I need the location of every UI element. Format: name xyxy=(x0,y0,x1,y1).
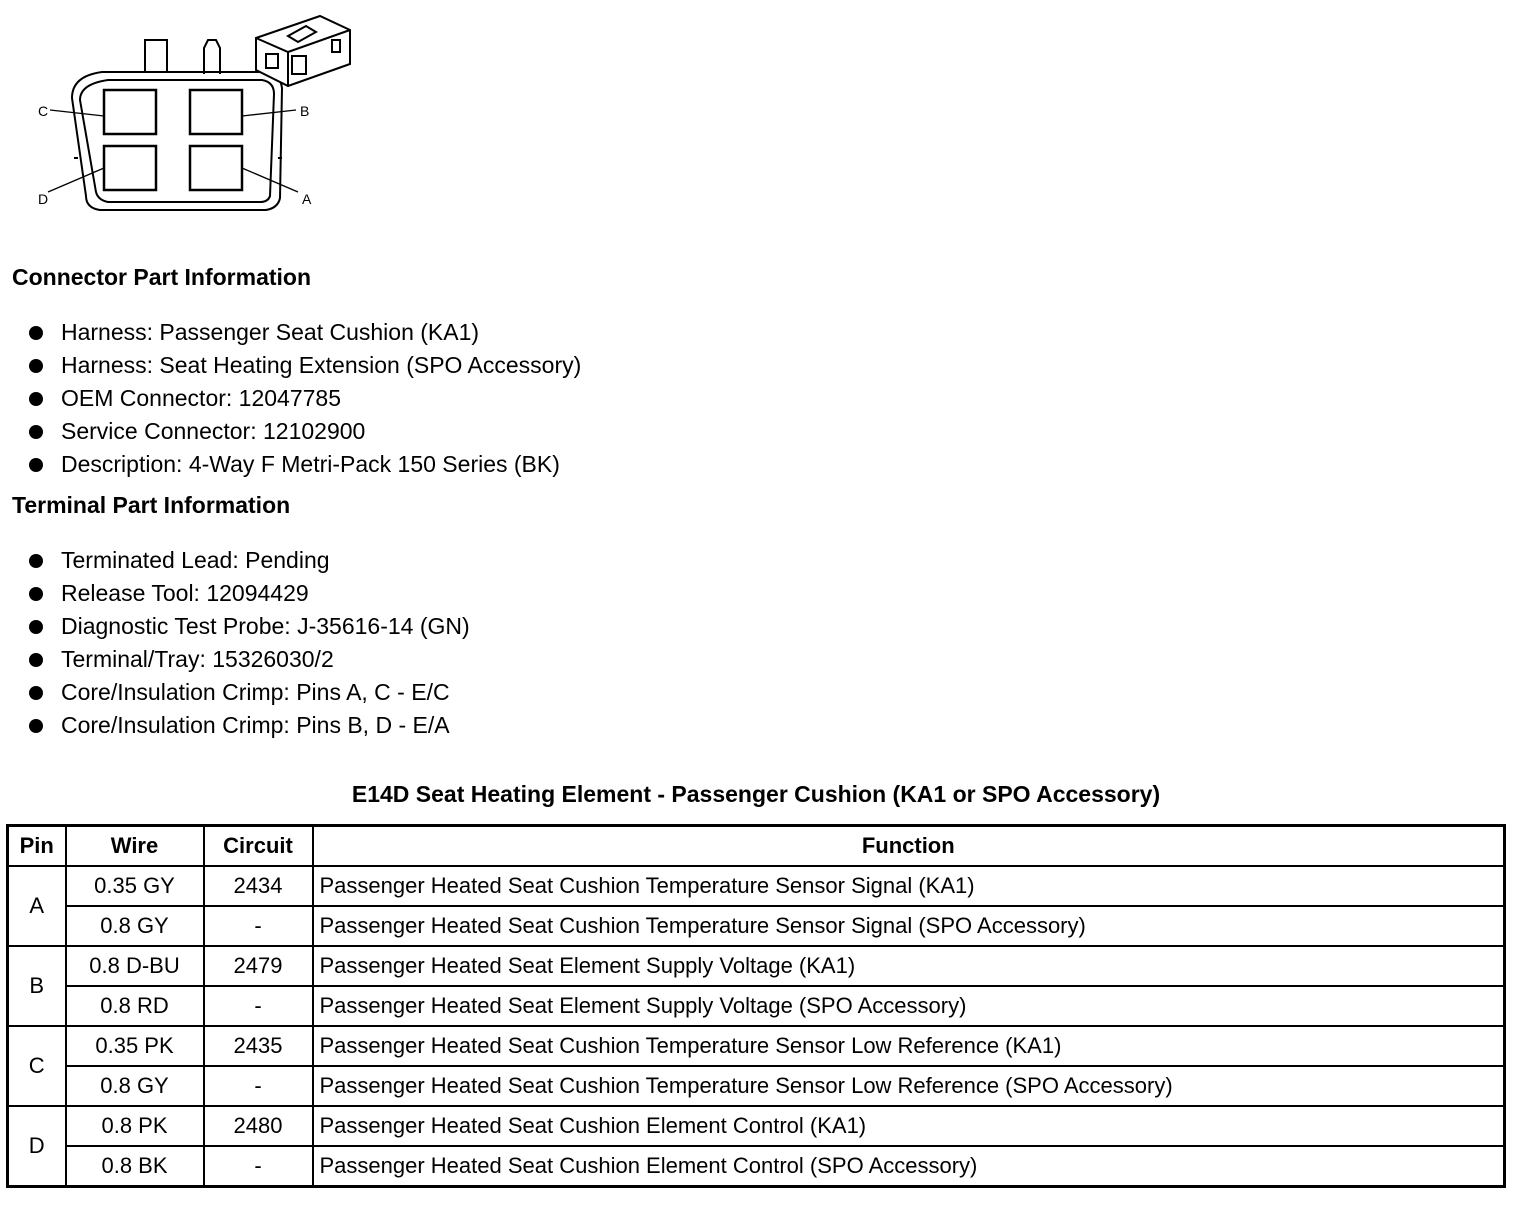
circuit-cell: - xyxy=(204,1066,313,1106)
pin-label-a: A xyxy=(302,191,312,207)
bullet-icon xyxy=(29,326,43,340)
function-cell: Passenger Heated Seat Element Supply Voltage (KA1) xyxy=(313,946,1505,986)
header-circuit: Circuit xyxy=(204,826,313,867)
wire-cell: 0.35 PK xyxy=(66,1026,204,1066)
pin-cell: A xyxy=(8,866,66,946)
list-item: Diagnostic Test Probe: J-35616-14 (GN) xyxy=(28,611,470,644)
circuit-cell: 2479 xyxy=(204,946,313,986)
bullet-icon xyxy=(29,587,43,601)
table-row xyxy=(8,1066,1505,1106)
bullet-icon xyxy=(29,392,43,406)
bullet-icon xyxy=(29,458,43,472)
pinout-table xyxy=(6,824,1506,1188)
bullet-icon xyxy=(29,719,43,733)
header-function: Function xyxy=(313,826,1505,867)
function-cell: Passenger Heated Seat Cushion Temperature Sensor Signal (SPO Accessory) xyxy=(313,906,1505,946)
pin-cell: B xyxy=(8,946,66,1026)
circuit-cell: 2434 xyxy=(204,866,313,906)
connector-diagram xyxy=(30,8,370,218)
pin-cell: D xyxy=(8,1106,66,1187)
bullet-icon xyxy=(29,620,43,634)
pin-label-d: D xyxy=(38,191,49,207)
list-item: Harness: Passenger Seat Cushion (KA1) xyxy=(28,317,581,350)
list-item: Service Connector: 12102900 xyxy=(28,416,581,449)
wire-cell: 0.8 GY xyxy=(66,1066,204,1106)
list-item: Description: 4-Way F Metri-Pack 150 Series (BK) xyxy=(28,449,581,482)
wire-cell: 0.8 RD xyxy=(66,986,204,1026)
connector-info-title: Connector Part Information xyxy=(12,264,312,290)
table-row xyxy=(8,1106,1505,1146)
table-title: E14D Seat Heating Element - Passenger Cushion (KA1 or SPO Accessory) xyxy=(351,781,1161,807)
table-header-row xyxy=(8,826,1505,867)
header-wire: Wire xyxy=(66,826,204,867)
circuit-cell: - xyxy=(204,1146,313,1187)
bullet-icon xyxy=(29,554,43,568)
connector-info-list xyxy=(28,317,581,482)
circuit-cell: 2435 xyxy=(204,1026,313,1066)
function-cell: Passenger Heated Seat Cushion Temperature Sensor Signal (KA1) xyxy=(313,866,1505,906)
list-item: Terminal/Tray: 15326030/2 xyxy=(28,644,470,677)
table-row xyxy=(8,1026,1505,1066)
wire-cell: 0.35 GY xyxy=(66,866,204,906)
function-cell: Passenger Heated Seat Cushion Temperature Sensor Low Reference (SPO Accessory) xyxy=(313,1066,1505,1106)
table-row xyxy=(8,986,1505,1026)
bullet-icon xyxy=(29,359,43,373)
header-pin: Pin xyxy=(8,826,66,867)
function-cell: Passenger Heated Seat Cushion Element Control (SPO Accessory) xyxy=(313,1146,1505,1187)
function-cell: Passenger Heated Seat Cushion Element Control (KA1) xyxy=(313,1106,1505,1146)
table-row xyxy=(8,906,1505,946)
bullet-icon xyxy=(29,425,43,439)
list-item: Harness: Seat Heating Extension (SPO Accessory) xyxy=(28,350,581,383)
circuit-cell: 2480 xyxy=(204,1106,313,1146)
list-item: Core/Insulation Crimp: Pins A, C - E/C xyxy=(28,677,470,710)
circuit-cell: - xyxy=(204,986,313,1026)
wire-cell: 0.8 GY xyxy=(66,906,204,946)
list-item: Release Tool: 12094429 xyxy=(28,578,470,611)
wire-cell: 0.8 BK xyxy=(66,1146,204,1187)
table-row xyxy=(8,866,1505,906)
list-item: OEM Connector: 12047785 xyxy=(28,383,581,416)
function-cell: Passenger Heated Seat Cushion Temperature Sensor Low Reference (KA1) xyxy=(313,1026,1505,1066)
circuit-cell: - xyxy=(204,906,313,946)
wire-cell: 0.8 D-BU xyxy=(66,946,204,986)
function-cell: Passenger Heated Seat Element Supply Voltage (SPO Accessory) xyxy=(313,986,1505,1026)
pin-cell: C xyxy=(8,1026,66,1106)
bullet-icon xyxy=(29,653,43,667)
table-row xyxy=(8,946,1505,986)
terminal-info-list xyxy=(28,545,470,743)
list-item: Core/Insulation Crimp: Pins B, D - E/A xyxy=(28,710,470,743)
pin-label-b: B xyxy=(300,103,310,119)
table-row xyxy=(8,1146,1505,1187)
wire-cell: 0.8 PK xyxy=(66,1106,204,1146)
bullet-icon xyxy=(29,686,43,700)
terminal-info-title: Terminal Part Information xyxy=(12,492,291,518)
pin-label-c: C xyxy=(38,103,49,119)
list-item: Terminated Lead: Pending xyxy=(28,545,470,578)
